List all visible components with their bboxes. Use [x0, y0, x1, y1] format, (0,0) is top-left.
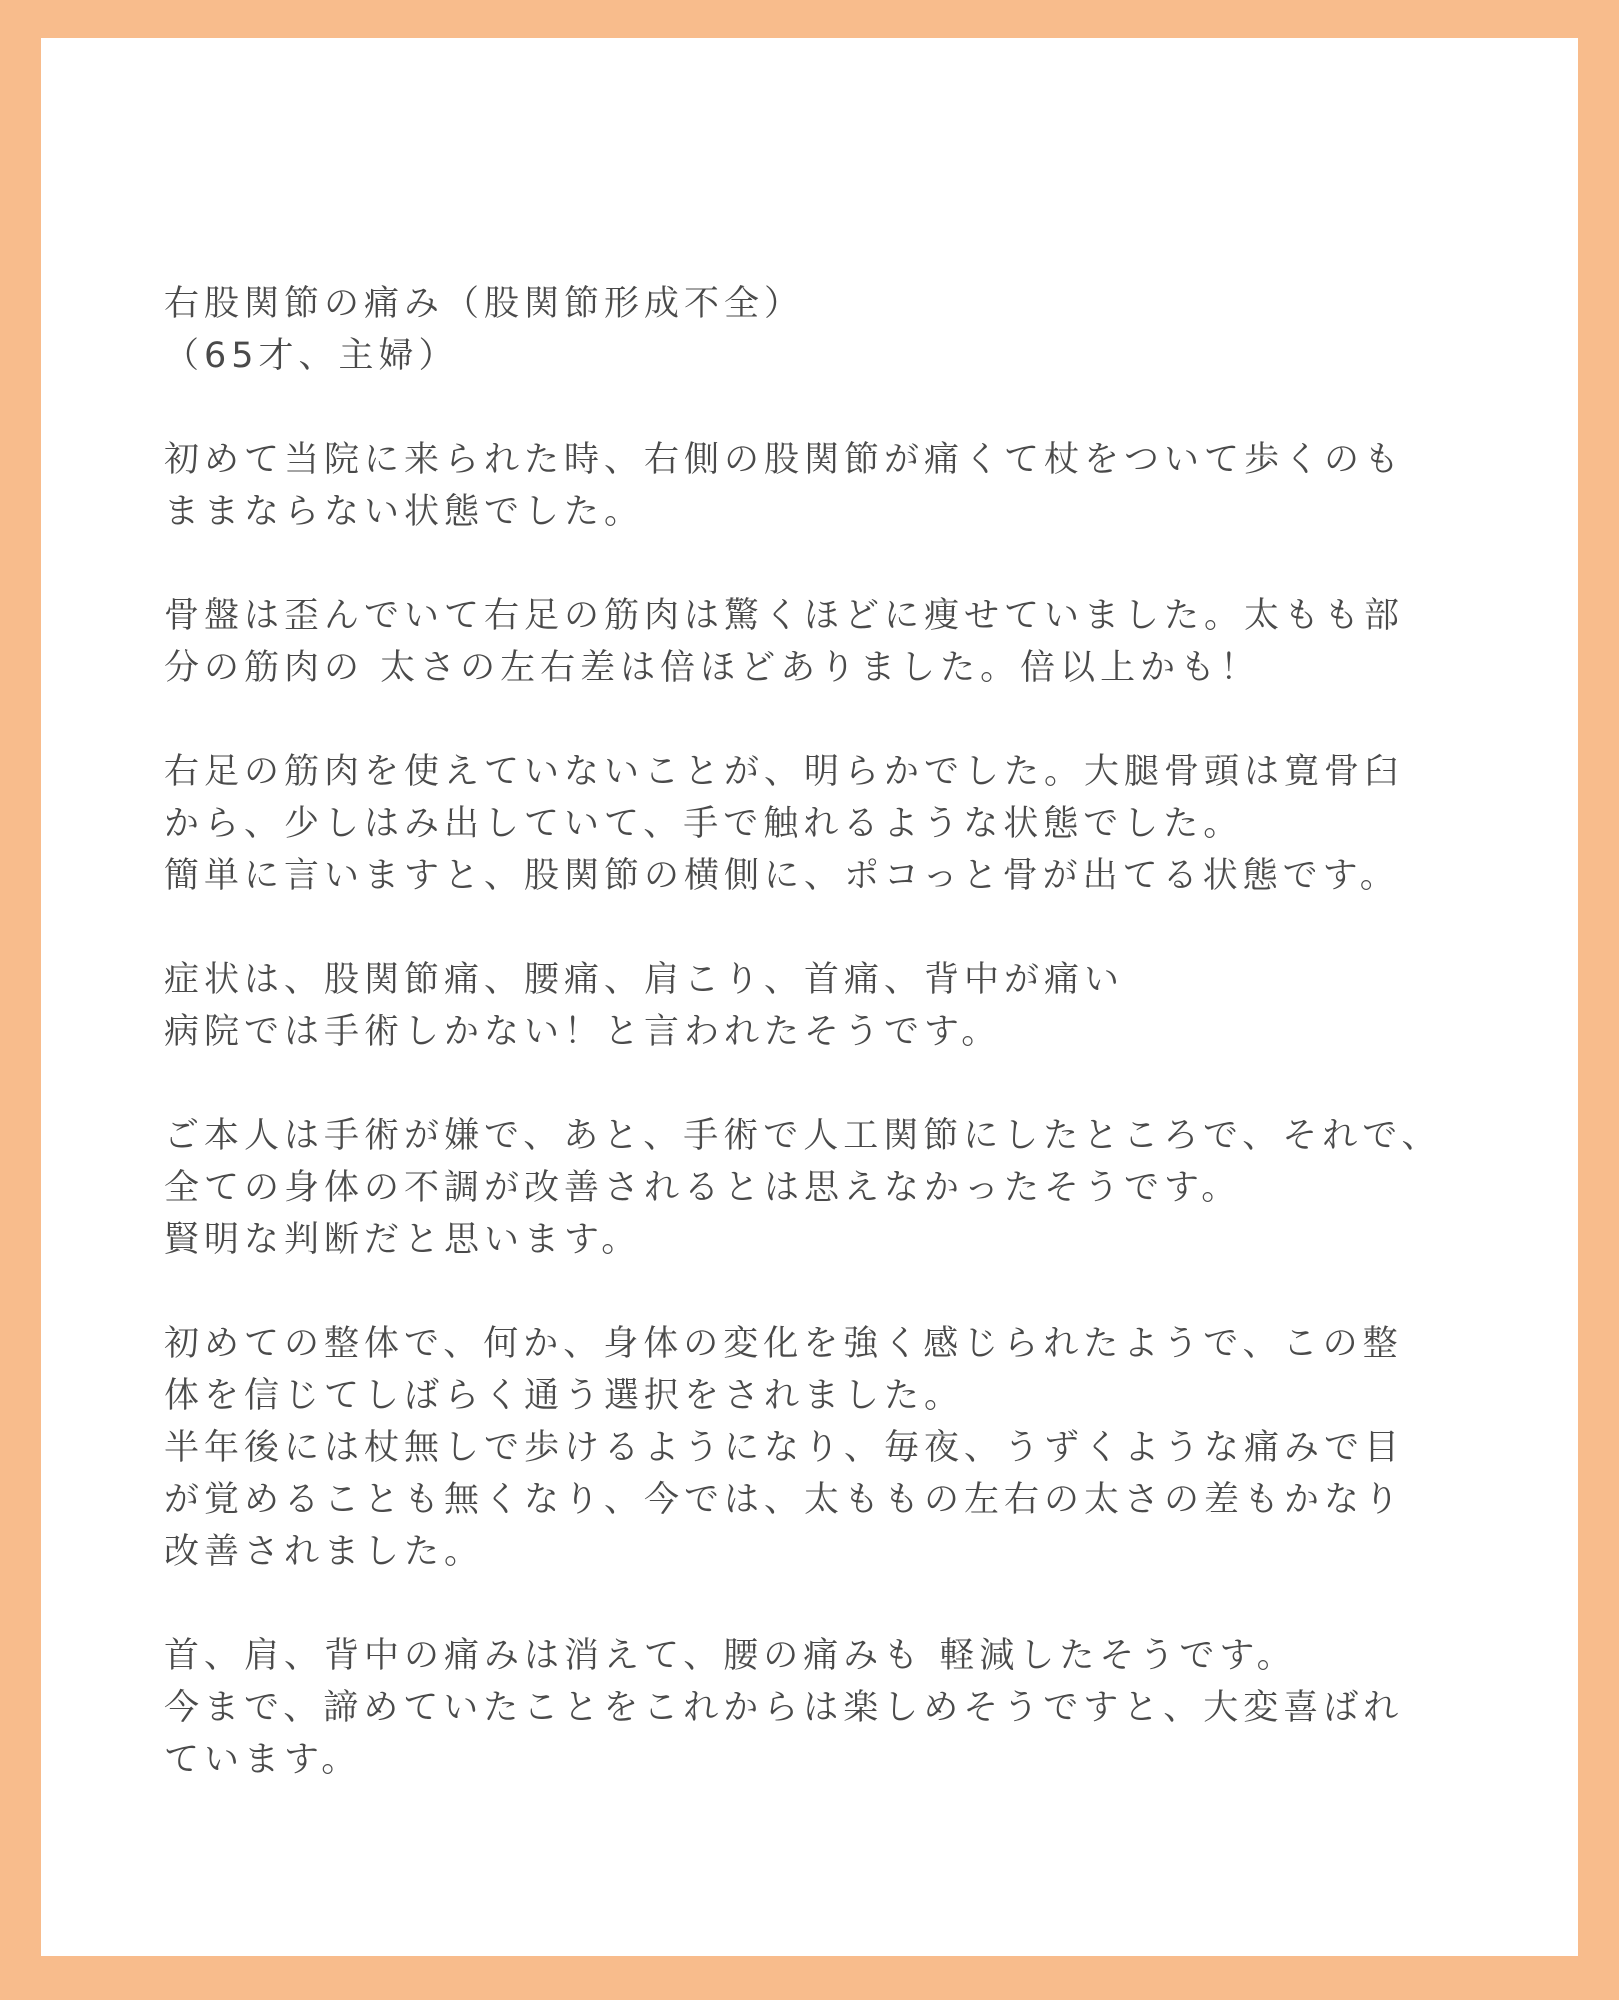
text-line: 初めての整体で、何か、身体の変化を強く感じられたようで、この整: [164, 1324, 1403, 1364]
paragraph-2: [164, 590, 1524, 694]
text-line: 骨盤は歪んでいて右足の筋肉は驚くほどに痩せていました。太もも部: [164, 596, 1405, 636]
text-line: 首、肩、背中の痛みは消えて、腰の痛みも 軽減したそうです。: [164, 1636, 1297, 1676]
article-body: [164, 278, 1524, 1838]
text-line: が覚めることも無くなり、今では、太ももの左右の太さの差もかなり: [164, 1480, 1405, 1520]
text-line: 賢明な判断だと思います。: [164, 1220, 642, 1260]
text-line: ご本人は手術が嫌で、あと、手術で人工関節にしたところで、それで、: [164, 1116, 1442, 1156]
text-line: から、少しはみ出していて、手で触れるような状態でした。: [164, 804, 1244, 844]
paragraph-7: [164, 1630, 1524, 1786]
title-line: 右股関節の痛み（股関節形成不全）: [164, 284, 805, 324]
text-line: 右足の筋肉を使えていないことが、明らかでした。大腿骨頭は寛骨臼: [164, 752, 1405, 792]
text-line: 改善されました。: [164, 1532, 485, 1572]
text-line: 分の筋肉の 太さの左右差は倍ほどありました。倍以上かも！: [164, 648, 1261, 688]
article-title: [164, 278, 1524, 382]
text-line: 今まで、諦めていたことをこれからは楽しめそうですと、大変喜ばれ: [164, 1688, 1404, 1728]
paragraph-1: [164, 434, 1524, 538]
text-line: 病院では手術しかない！と言われたそうです。: [164, 1012, 1002, 1052]
paragraph-4: [164, 954, 1524, 1058]
text-line: 体を信じてしばらく通う選択をされました。: [164, 1376, 965, 1416]
text-line: 症状は、股関節痛、腰痛、肩こり、首痛、背中が痛い: [164, 960, 1125, 1000]
paragraph-3: [164, 746, 1524, 902]
content-card: [41, 38, 1578, 1956]
text-line: 全ての身体の不調が改善されるとは思えなかったそうです。: [164, 1168, 1242, 1208]
paragraph-5: [164, 1110, 1524, 1266]
text-line: ままならない状態でした。: [164, 492, 645, 532]
text-line: 初めて当院に来られた時、右側の股関節が痛くて杖をついて歩くのも: [164, 440, 1405, 480]
text-line: 半年後には杖無しで歩けるようになり、毎夜、うずくような痛みで目: [164, 1428, 1405, 1468]
subtitle-line: （65才、主婦）: [164, 336, 459, 376]
text-line: 簡単に言いますと、股関節の横側に、ポコっと骨が出てる状態です。: [164, 856, 1400, 896]
paragraph-6: [164, 1318, 1524, 1578]
text-line: ています。: [164, 1740, 362, 1780]
